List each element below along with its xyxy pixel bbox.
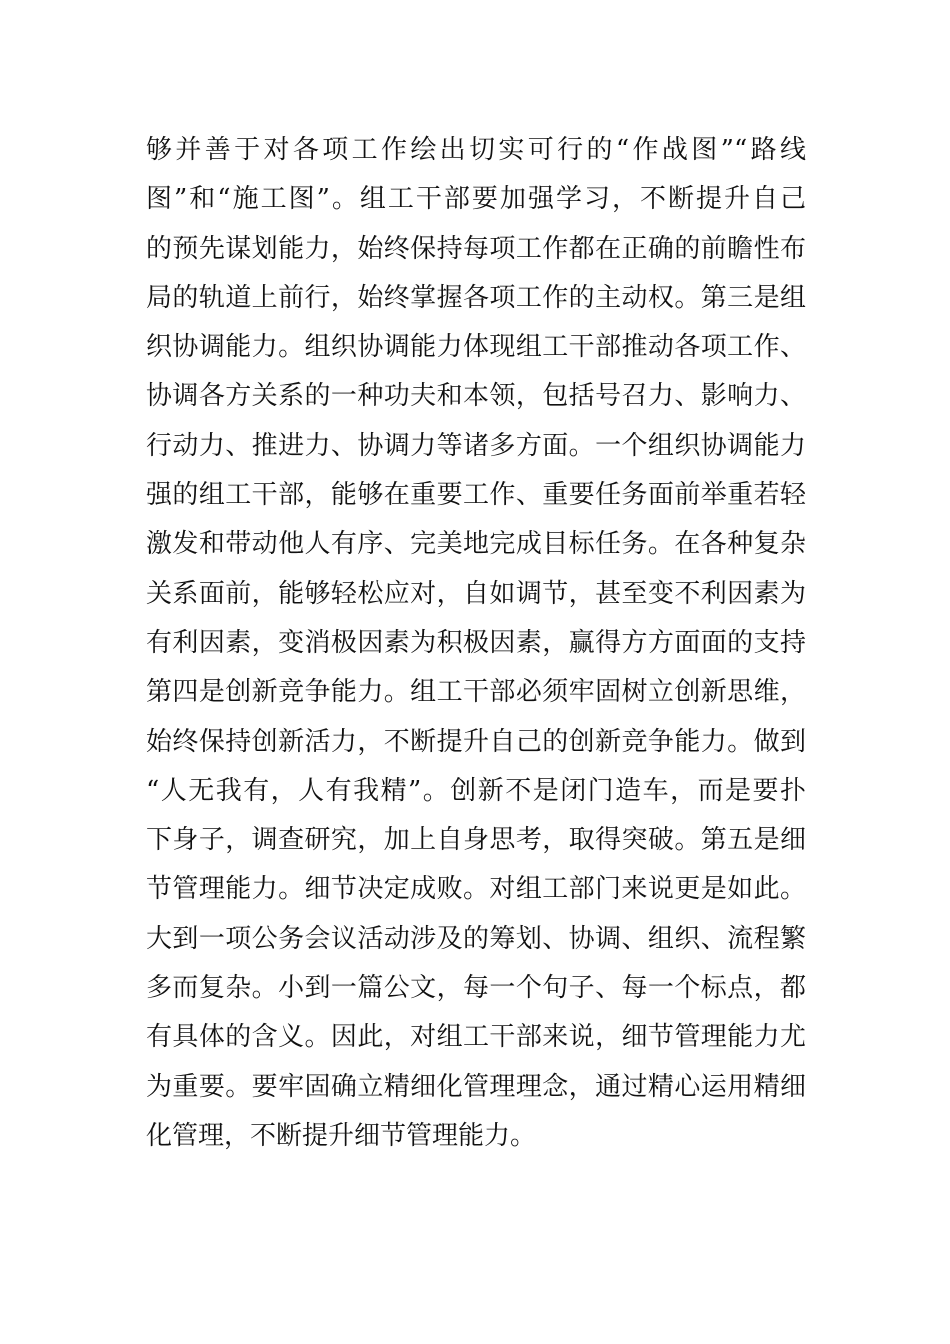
text-line: 织协调能力。组织协调能力体现组工干部推动各项工作、 xyxy=(146,332,806,363)
text-line: 始终保持创新活力，不断提升自己的创新竞争能力。做到 xyxy=(146,726,806,757)
text-line: 节管理能力。细节决定成败。对组工部门来说更是如此。 xyxy=(146,874,806,905)
text-line: 多而复杂。小到一篇公文，每一个句子、每一个标点，都 xyxy=(146,973,806,1004)
text-line: 够并善于对各项工作绘出切实可行的“作战图”“路线 xyxy=(146,135,806,165)
text-line: 大到一项公务会议活动涉及的筹划、协调、组织、流程繁 xyxy=(146,923,806,954)
text-line: 的预先谋划能力，始终保持每项工作都在正确的前瞻性布 xyxy=(146,233,806,264)
text-line: 下身子，调查研究，加上自身思考，取得突破。第五是细 xyxy=(146,825,806,856)
text-line: 化管理，不断提升细节管理能力。 xyxy=(146,1120,537,1151)
text-line: 有具体的含义。因此，对组工干部来说，细节管理能力尤 xyxy=(146,1022,806,1053)
text-line: 强的组工干部，能够在重要工作、重要任务面前举重若轻 xyxy=(146,480,806,511)
text-line: 图”和“施工图”。组工干部要加强学习，不断提升自己 xyxy=(146,184,806,215)
body-text xyxy=(146,126,806,1161)
text-line: 局的轨道上前行，始终掌握各项工作的主动权。第三是组 xyxy=(146,282,806,313)
text-line: 行动力、推进力、协调力等诸多方面。一个组织协调能力 xyxy=(146,430,806,461)
text-line: 有利因素，变消极因素为积极因素，赢得方方面面的支持 xyxy=(146,627,806,658)
text-line: 关系面前，能够轻松应对，自如调节，甚至变不利因素为 xyxy=(146,578,806,609)
text-line: 为重要。要牢固确立精细化管理理念，通过精心运用精细 xyxy=(146,1071,806,1102)
text-line: “人无我有，人有我精”。创新不是闭门造车，而是要扑 xyxy=(146,775,806,806)
text-line: 第四是创新竞争能力。组工干部必须牢固树立创新思维， xyxy=(146,677,806,708)
text-line: 协调各方关系的一种功夫和本领，包括号召力、影响力、 xyxy=(146,381,806,412)
text-line: 激发和带动他人有序、完美地完成目标任务。在各种复杂 xyxy=(146,529,806,560)
